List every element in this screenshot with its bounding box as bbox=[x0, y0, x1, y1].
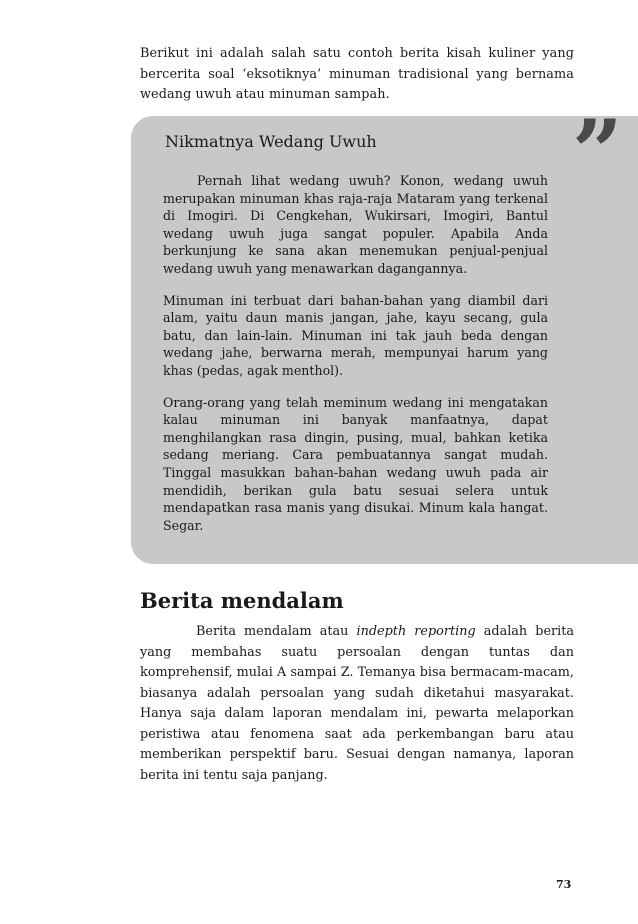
section-italic-term: indepth reporting bbox=[356, 624, 476, 639]
box-body bbox=[163, 172, 548, 548]
quote-mark-icon: ” bbox=[572, 100, 623, 204]
section-text-start: Berita mendalam atau bbox=[196, 624, 357, 639]
page-number: 73 bbox=[556, 878, 572, 891]
section-heading: Berita mendalam bbox=[140, 588, 344, 613]
intro-text bbox=[140, 44, 574, 106]
intro-paragraph: Berikut ini adalah salah satu contoh berita kisah kuliner yang bercerita soal ‘eksotiknya’ minuman tradisional yang bernama wedang uwuh atau minuman sampah. bbox=[140, 46, 574, 102]
section-body bbox=[140, 622, 574, 786]
box-title: Nikmatnya Wedang Uwuh bbox=[165, 132, 377, 151]
box-paragraph: Minuman ini terbuat dari bahan-bahan yang diambil dari alam, yaitu daun manis jangan, jahe, kayu secang, gula batu, dan lain-lain. Minuman ini tak jauh beda dengan wedang jahe, berwarna merah, mempunyai harum yang khas (pedas, agak menthol). bbox=[163, 292, 548, 378]
section-paragraph bbox=[140, 622, 574, 786]
box-paragraph: Pernah lihat wedang uwuh? Konon, wedang uwuh merupakan minuman khas raja-raja Mataram yang terkenal di Imogiri. Di Cengkehan, Wukirsari, Imogiri, Bantul wedang uwuh juga sangat populer. Apabila Anda berkunjung ke sana akan menemukan penjual-penjual wedang uwuh yang menawarkan dagangannya. bbox=[163, 173, 548, 276]
section-text-end: adalah berita yang membahas suatu persoalan dengan tuntas dan komprehensif, mulai A sampai Z. Temanya bisa bermacam-macam, biasanya adalah persoalan yang sudah diketahui masyarakat. Hanya saja dalam laporan mendalam ini, pewarta melaporkan peristiwa atau fenomena saat ada perkembangan baru atau memberikan perspektif baru. Sesuai dengan namanya, laporan berita ini tentu saja panjang. bbox=[140, 624, 574, 783]
box-paragraph: Orang-orang yang telah meminum wedang ini mengatakan kalau minuman ini banyak manfaatnya, dapat menghilangkan rasa dingin, pusing, mual, bahkan ketika sedang meriang. Cara pembuatannya sangat mudah. Tinggal masukkan bahan-bahan wedang uwuh pada air mendidih, berikan gula batu sesuai selera untuk mendapatkan rasa manis yang disukai. Minum kala hangat. Segar. bbox=[163, 394, 548, 533]
